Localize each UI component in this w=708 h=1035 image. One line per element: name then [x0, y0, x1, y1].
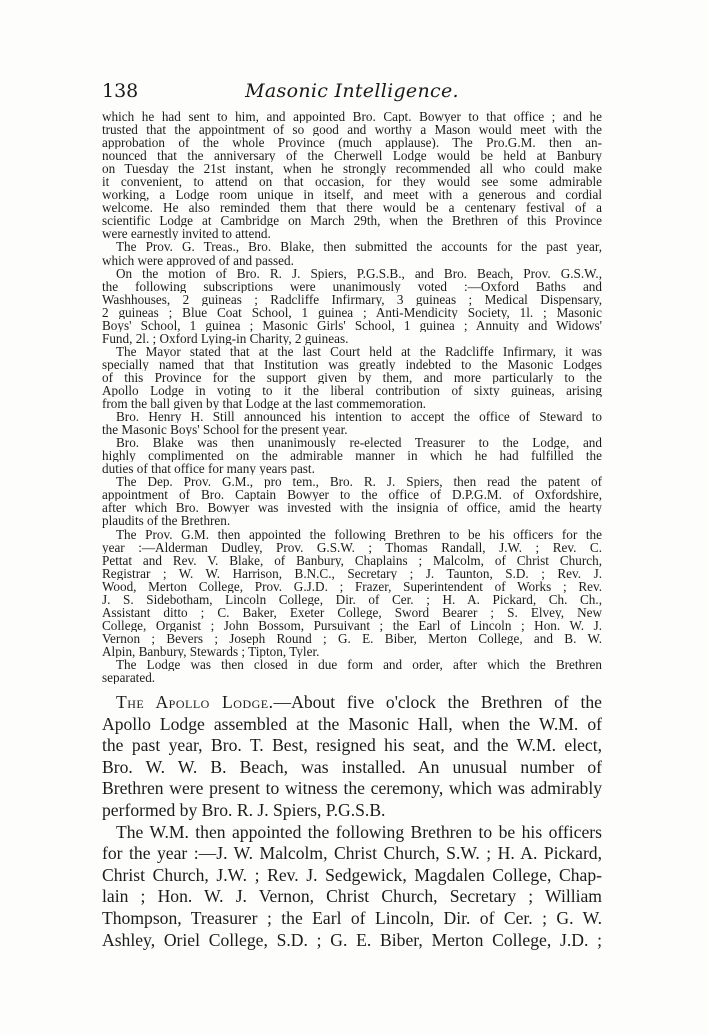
text-line: Ashley, Oriel College, S.D. ; G. E. Biber, Merton College, J.D. ;	[102, 929, 602, 950]
text-line: the past year, Bro. T. Best, resigned his seat, and the W.M. elect,	[102, 735, 602, 756]
text-line: appointment of Bro. Captain Bowyer to the office of D.P.G.M. of Oxfordshire,	[102, 488, 602, 502]
text-line: Bro. Henry H. Still announced his intention to accept the office of Steward to	[116, 410, 602, 424]
text-line: separated.	[102, 671, 156, 685]
text-line: Washhouses, 2 guineas ; Radcliffe Infirmary, 3 guineas ; Medical Dispensary,	[102, 292, 602, 306]
text-line: Wood, Merton College, Prov. G.J.D. ; Frazer, Superintendent of Works ; Rev.	[102, 579, 602, 593]
text-line: Brethren were present to witness the ceremony, which was admirably	[102, 778, 602, 799]
text-line: Registrar ; W. W. Harrison, B.N.C., Secretary ; J. Taunton, S.D. ; Rev. J.	[102, 566, 602, 580]
text-line: The Prov. G. Treas., Bro. Blake, then submitted the accounts for the past year,	[116, 240, 602, 254]
text-line: welcome. He also reminded them that there would be a centenary festival of a	[102, 201, 602, 215]
text-line: On the motion of Bro. R. J. Spiers, P.G.S.B., and Bro. Beach, Prov. G.S.W.,	[116, 266, 602, 280]
text-line: The Mayor stated that at the last Court held at the Radcliffe Infirmary, it was	[116, 344, 602, 358]
text-line: which were approved of and passed.	[102, 253, 294, 267]
text-line: Apollo Lodge assembled at the Masonic Hall, when the W.M. of	[102, 713, 602, 734]
text-line: The Prov. G.M. then appointed the following Brethren to be his officers for the	[116, 527, 602, 541]
text-line: trusted that the appointment of so good and worthy a Mason would meet with the	[102, 123, 602, 137]
page-number: 138	[102, 80, 139, 102]
text-line: The Dep. Prov. G.M., pro tem., Bro. R. J. Spiers, then read the patent of	[116, 475, 602, 489]
page-body	[102, 110, 602, 951]
text-line: highly complimented on the admirable manner in which he had fulfilled the	[102, 449, 602, 463]
text-line: College, Organist ; John Bossom, Pursuivant ; the Earl of Lincoln ; Hon. W. J.	[102, 618, 602, 632]
section-lead-rest: —About five o'clock the Brethren of the	[273, 692, 602, 713]
large-print-block	[102, 692, 602, 951]
text-line: Thompson, Treasurer ; the Earl of Lincoln, Dir. of Cer. ; G. W.	[102, 908, 602, 928]
text-line: plaudits of the Brethren.	[102, 514, 231, 528]
text-line: scientific Lodge at Cambridge on March 29th, when the Brethren of this Province	[102, 214, 602, 228]
text-line: from the ball given by that Lodge at the last commemoration.	[102, 397, 427, 411]
text-line: The W.M. then appointed the following Brethren to be his officers	[116, 821, 602, 842]
text-line: were earnestly invited to attend.	[102, 227, 271, 241]
text-line: Assistant ditto ; C. Baker, Exeter College, Sword Bearer ; S. Elvey, New	[102, 605, 602, 619]
text-line: on Tuesday the 21st instant, when he strongly recommended all who could make	[102, 162, 602, 176]
text-line: Pettat and Rev. V. Blake, of Banbury, Chaplains ; Malcolm, of Christ Church,	[102, 553, 602, 567]
text-line: the following subscriptions were unanimously voted :—Oxford Baths and	[102, 279, 602, 293]
text-line: The Lodge was then closed in due form and order, after which the Brethren	[116, 657, 602, 672]
small-print-block	[102, 110, 602, 684]
text-line: working, a Lodge room unique in itself, and meet with a generous and cordial	[102, 188, 602, 202]
text-line: it convenient, to attend on that occasion, for they would see some admirable	[102, 175, 602, 189]
text-line: lain ; Hon. W. J. Vernon, Christ Church, Secretary ; William	[102, 886, 602, 907]
section-lead-line	[102, 692, 602, 714]
text-line: the Masonic Boys' School for the present year.	[102, 423, 348, 437]
text-line: Fund, 2l. ; Oxford Lying-in Charity, 2 guineas.	[102, 331, 349, 345]
text-line: Christ Church, J.W. ; Rev. J. Sedgewick, Magdalen College, Chap-	[102, 864, 602, 885]
text-line: Bro. Blake was then unanimously re-elected Treasurer to the Lodge, and	[116, 436, 602, 450]
text-line: of this Province for the support given by them, and more particularly to the	[102, 370, 602, 384]
text-line: after which Bro. Bowyer was invested with the insignia of office, amid the hearty	[102, 501, 602, 515]
text-line: nounced that the anniversary of the Cherwell Lodge would be held at Banbury	[102, 149, 602, 163]
text-line: J. S. Sidebotham, Lincoln College, Dir. of Cer. ; H. A. Pickard, Ch. Ch.,	[102, 592, 602, 606]
running-title: Masonic Intelligence.	[245, 80, 459, 102]
text-line: approbation of the whole Province (much applause). The Pro.G.M. then an-	[102, 136, 602, 150]
section-heading: The Apollo Lodge.	[116, 692, 274, 713]
text-line: Alpin, Banbury, Stewards ; Tipton, Tyler.	[102, 644, 320, 658]
text-line: Bro. W. W. B. Beach, was installed. An unusual number of	[102, 756, 602, 777]
text-line: Apollo Lodge in voting to it the liberal contribution of sixty guineas, arising	[102, 383, 602, 398]
text-line: Boys' School, 1 guinea ; Masonic Girls' School, 1 guinea ; Annuity and Widows'	[102, 318, 602, 332]
text-line: for the year :—J. W. Malcolm, Christ Church, S.W. ; H. A. Pickard,	[102, 843, 602, 864]
text-line: duties of that office for many years past.	[102, 462, 315, 476]
text-line: which he had sent to him, and appointed Bro. Capt. Bowyer to that office ; and he	[102, 110, 602, 124]
page-header	[102, 78, 602, 104]
text-line: specially named that that Institution was greatly indebted to the Masonic Lodges	[102, 357, 602, 371]
text-line: year :—Alderman Dudley, Prov. G.S.W. ; Thomas Randall, J.W. ; Rev. C.	[102, 540, 602, 554]
text-line: Vernon ; Bevers ; Joseph Round ; G. E. Biber, Merton College, and B. W.	[102, 631, 602, 645]
section-gap	[102, 684, 602, 692]
text-line: performed by Bro. R. J. Spiers, P.G.S.B.	[102, 800, 386, 821]
text-line: 2 guineas ; Blue Coat School, 1 guinea ; Anti-Mendicity Society, 1l. ; Masonic	[102, 305, 602, 319]
